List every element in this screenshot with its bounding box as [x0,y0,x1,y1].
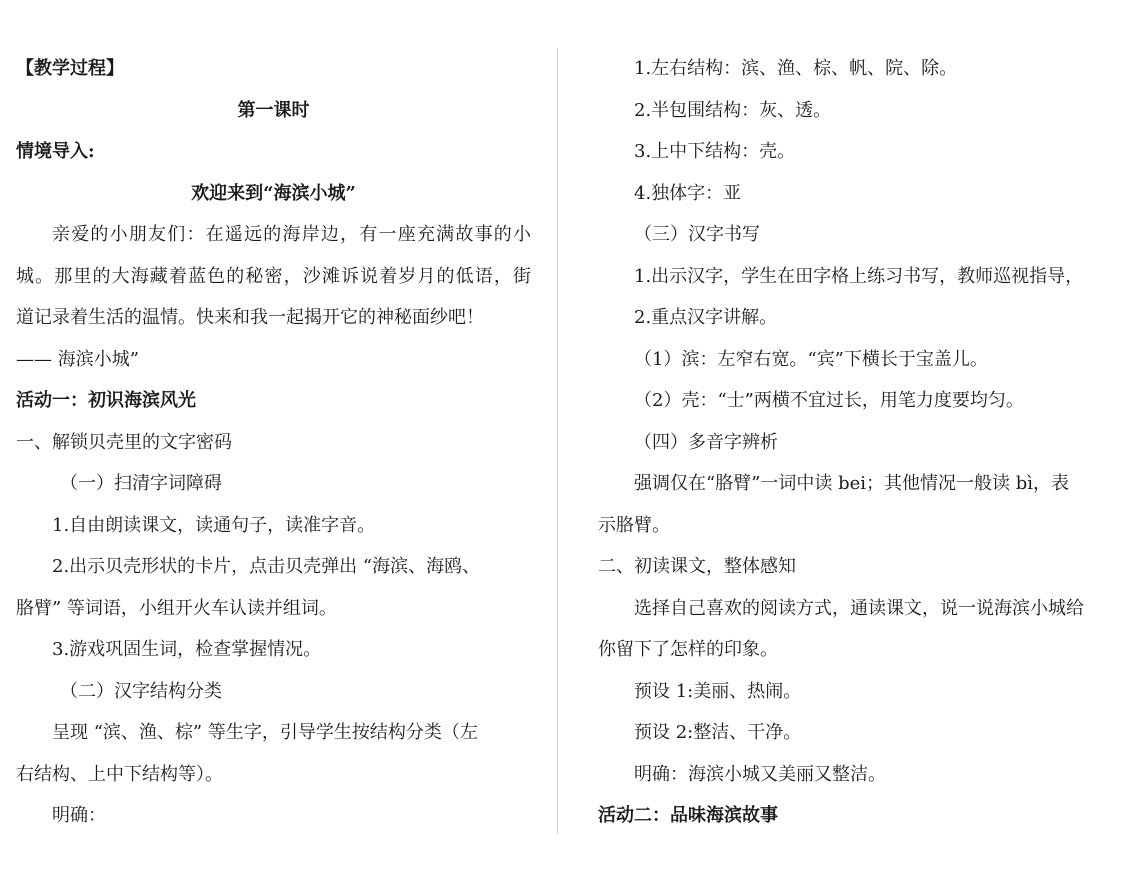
paragraph-line: 选择自己喜欢的阅读方式，通读课文，说一说海滨小城给 [634,597,1084,619]
paragraph-line: 示胳臂。 [598,514,670,536]
subsection-heading: （一）扫清字词障碍 [60,473,222,494]
paragraph-line: 右结构、上中下结构等）。 [16,763,223,785]
column-divider [557,48,558,834]
paragraph-line: 明确： [52,805,106,826]
list-item: 预设 1:美丽、热闹。 [634,680,802,702]
activity-heading: 活动一：初识海滨风光 [16,390,196,411]
section-heading: 二、初读课文，整体感知 [598,556,796,577]
welcome-title: 欢迎来到“海滨小城” [191,182,356,204]
list-item: 2.重点汉字讲解。 [634,307,778,328]
list-item: 1.出示汉字，学生在田字格上练习书写，教师巡视指导， [634,265,1084,287]
list-item: 预设 2:整洁、干净。 [634,722,802,743]
list-item: （1）滨：左窄右宽。“宾”下横长于宝盖儿。 [634,348,988,370]
right-column [598,48,1113,837]
paragraph-line: 呈现 “滨、渔、棕” 等生字，引导学生按结构分类（左 [52,722,478,743]
subsection-heading: （四）多音字辨析 [634,431,778,453]
list-item: 4.独体字：亚 [634,182,742,204]
list-item: 3.游戏巩固生词，检查掌握情况。 [52,639,322,660]
left-column [16,48,531,837]
activity-heading: 活动二：品味海滨故事 [598,805,778,826]
list-item: 3.上中下结构：壳。 [634,141,796,162]
signature-line: —— 海滨小城” [16,348,139,370]
paragraph-line: 明确：海滨小城又美丽又整洁。 [634,763,886,785]
section-heading: 【教学过程】 [16,58,124,79]
list-item: 1.自由朗读课文，读通句子，读准字音。 [52,514,376,536]
subsection-heading: （二）汉字结构分类 [60,680,222,702]
list-item: 2.半包围结构：灰、透。 [634,99,832,121]
lesson-title: 第一课时 [237,99,310,121]
paragraph-line: 城。那里的大海藏着蓝色的秘密，沙滩诉说着岁月的低语，街 [16,265,531,287]
paragraph-line: 你留下了怎样的印象。 [598,639,778,660]
list-item: 2.出示贝壳形状的卡片，点击贝壳弹出 “海滨、海鸥、 [52,556,481,577]
list-item: 1.左右结构：滨、渔、棕、帆、院、除。 [634,58,958,79]
paragraph-line: 强调仅在“胳臂”一词中读 bei；其他情况一般读 bì，表 [634,473,1070,494]
paragraph-line: 亲爱的小朋友们：在遥远的海岸边，有一座充满故事的小 [52,224,531,245]
list-item: （2）壳：“士”两横不宜过长，用笔力度要均匀。 [634,390,1024,411]
section-heading: 一、解锁贝壳里的文字密码 [16,431,232,453]
list-item-continued: 胳臂” 等词语，小组开火车认读并组词。 [16,597,337,619]
subheading-intro: 情境导入: [16,141,95,162]
subsection-heading: （三）汉字书写 [634,224,760,245]
paragraph-line: 道记录着生活的温情。快来和我一起揭开它的神秘面纱吧！ [16,307,484,328]
